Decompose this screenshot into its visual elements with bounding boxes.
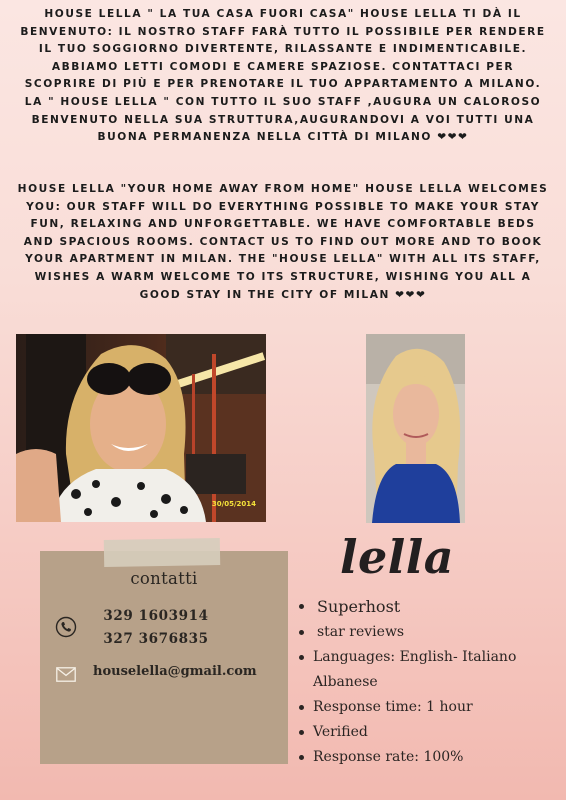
list-item: Response time: 1 hour [298, 695, 558, 720]
phone-icon [55, 616, 77, 638]
host-name: lella [340, 530, 454, 584]
phone-number-2[interactable]: 327 3676835 [103, 631, 209, 647]
contact-title: contatti [130, 569, 198, 588]
mail-icon [56, 667, 76, 682]
list-item: Languages: English- Italiano Albanese [298, 645, 558, 695]
contact-card [40, 551, 288, 764]
list-item: star reviews [298, 620, 558, 645]
intro-italian: HOUSE LELLA " LA TUA CASA FUORI CASA" HOUSE LELLA TI DÀ IL BENVENUTO: IL NOSTRO STAFF FARÀ TUTTO IL POSSIBILE PER RENDERE IL TUO SOGGIORNO DIVERTENTE, RILASSANTE E INDIMENTICABILE. ABBIAMO LETTI COMODI E CAMERE SPAZIOSE. CONTATTACI PER SCOPRIRE DI PIÙ E PER PRENOTARE IL TUO APPARTAMENTO A MILANO. LA " HOUSE LELLA " CON TUTTO IL SUO STAFF ,AUGURA UN CALOROSO BENVENUTO NELLA SUA STRUTTURA,AUGURANDOVI A VOI TUTTI UNA BUONA PERMANENZA NELLA CITTÀ DI MILANO ❤❤❤ [20, 8, 546, 144]
photo-date-stamp: 30/05/2014 [211, 500, 256, 508]
phone-number-1[interactable]: 329 1603914 [103, 608, 209, 624]
host-info-list [298, 593, 558, 770]
list-item: Superhost [298, 593, 558, 620]
host-photo-portrait [366, 334, 465, 523]
tape-strip [104, 538, 220, 567]
email-link[interactable]: houselella@gmail.com [93, 664, 257, 679]
list-item: Response rate: 100% [298, 745, 558, 770]
host-photo-train [16, 334, 266, 522]
intro-english: HOUSE LELLA "YOUR HOME AWAY FROM HOME" HOUSE LELLA WELCOMES YOU: OUR STAFF WILL DO EVERYTHING POSSIBLE TO MAKE YOUR STAY FUN, RELAXING AND UNFORGETTABLE. WE HAVE COMFORTABLE BEDS AND SPACIOUS ROOMS. CONTACT US TO FIND OUT MORE AND TO BOOK YOUR APARTMENT IN MILAN. THE "HOUSE LELLA" WITH ALL ITS STAFF, WISHES A WARM WELCOME TO ITS STRUCTURE, WISHING YOU ALL A GOOD STAY IN THE CITY OF MILAN ❤❤❤ [17, 183, 549, 301]
list-item: Verified [298, 720, 558, 745]
